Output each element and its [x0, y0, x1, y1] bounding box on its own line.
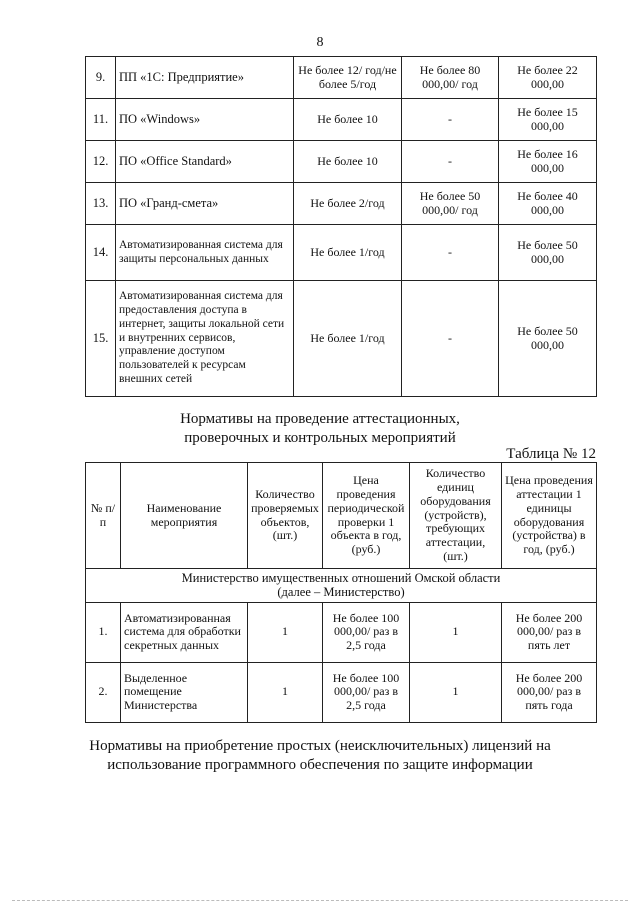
- ministry-line: Министерство имущественных отношений Омской области: [181, 571, 501, 585]
- header-units: Количество единиц оборудования (устройств), требующих аттестации, (шт.): [410, 463, 502, 569]
- equipment-units: 1: [410, 602, 502, 662]
- licenses-table: [85, 56, 597, 397]
- heading-line: Нормативы на проведение аттестационных,: [180, 411, 460, 427]
- row-number: 9.: [86, 57, 116, 99]
- item-name: ПО «Office Standard»: [116, 141, 294, 183]
- item-name: Автоматизированная система для защиты персональных данных: [116, 225, 294, 281]
- table-row: [86, 183, 597, 225]
- item-price: Не более 80 000,00/ год: [402, 57, 499, 99]
- attestation-price: Не более 200 000,00/ раз в пять лет: [502, 602, 597, 662]
- objects-qty: 1: [248, 662, 323, 722]
- ministry-row: [86, 569, 597, 603]
- table-label: Таблица № 12: [506, 446, 596, 462]
- page-number: 8: [316, 35, 324, 50]
- heading-line: проверочных и контрольных мероприятий: [184, 429, 456, 446]
- header-row: [86, 463, 597, 569]
- table-row: [86, 99, 597, 141]
- row-number: 1.: [86, 602, 121, 662]
- attestation-price: Не более 200 000,00/ раз в пять года: [502, 662, 597, 722]
- table-row: [86, 281, 597, 397]
- heading-line: Нормативы на приобретение простых (неисключительных) лицензий на: [89, 738, 551, 754]
- item-quantity: Не более 2/год: [294, 183, 402, 225]
- item-max-cost: Не более 50 000,00: [499, 225, 597, 281]
- ministry-name: [86, 569, 597, 603]
- row-number: 14.: [86, 225, 116, 281]
- table-row: [86, 662, 597, 722]
- item-name: ПП «1С: Предприятие»: [116, 57, 294, 99]
- table-row: [86, 141, 597, 183]
- row-number: 2.: [86, 662, 121, 722]
- row-number: 15.: [86, 281, 116, 397]
- item-max-cost: Не более 16 000,00: [499, 141, 597, 183]
- page-bottom-edge: [12, 900, 628, 903]
- check-price: Не более 100 000,00/ раз в 2,5 года: [323, 602, 410, 662]
- item-price: -: [402, 281, 499, 397]
- item-quantity: Не более 1/год: [294, 225, 402, 281]
- item-name: ПО «Windows»: [116, 99, 294, 141]
- item-price: -: [402, 141, 499, 183]
- table-row: [86, 225, 597, 281]
- header-name: Наименование мероприятия: [121, 463, 248, 569]
- event-name: Автоматизированная система для обработки секретных данных: [121, 602, 248, 662]
- item-quantity: Не более 10: [294, 99, 402, 141]
- section-heading-licenses: [0, 737, 640, 775]
- table-row: [86, 602, 597, 662]
- header-attest-price: Цена проведения аттестации 1 единицы оборудования (устройства) в год, (руб.): [502, 463, 597, 569]
- section-heading-attestation: [0, 410, 640, 448]
- heading-line: использование программного обеспечения по защите информации: [107, 756, 533, 773]
- item-name: Автоматизированная система для предоставления доступа в интернет, защиты локальной сети и внутренних сервисов, управление доступом пользователей к ресурсам внешних сетей: [116, 281, 294, 397]
- item-max-cost: Не более 40 000,00: [499, 183, 597, 225]
- table-row: [86, 57, 597, 99]
- item-price: -: [402, 225, 499, 281]
- check-price: Не более 100 000,00/ раз в 2,5 года: [323, 662, 410, 722]
- item-max-cost: Не более 22 000,00: [499, 57, 597, 99]
- attestation-table: [85, 462, 597, 723]
- ministry-line: (далее – Министерство): [277, 585, 405, 600]
- header-price: Цена проведения периодической проверки 1 объекта в год, (руб.): [323, 463, 410, 569]
- item-name: ПО «Гранд-смета»: [116, 183, 294, 225]
- row-number: 11.: [86, 99, 116, 141]
- item-max-cost: Не более 50 000,00: [499, 281, 597, 397]
- event-name: Выделенное помещение Министерства: [121, 662, 248, 722]
- equipment-units: 1: [410, 662, 502, 722]
- row-number: 13.: [86, 183, 116, 225]
- row-number: 12.: [86, 141, 116, 183]
- item-price: Не более 50 000,00/ год: [402, 183, 499, 225]
- objects-qty: 1: [248, 602, 323, 662]
- item-quantity: Не более 12/ год/не более 5/год: [294, 57, 402, 99]
- item-max-cost: Не более 15 000,00: [499, 99, 597, 141]
- item-quantity: Не более 10: [294, 141, 402, 183]
- header-num: № п/п: [86, 463, 121, 569]
- header-qty: Количество проверяемых объектов, (шт.): [248, 463, 323, 569]
- item-price: -: [402, 99, 499, 141]
- item-quantity: Не более 1/год: [294, 281, 402, 397]
